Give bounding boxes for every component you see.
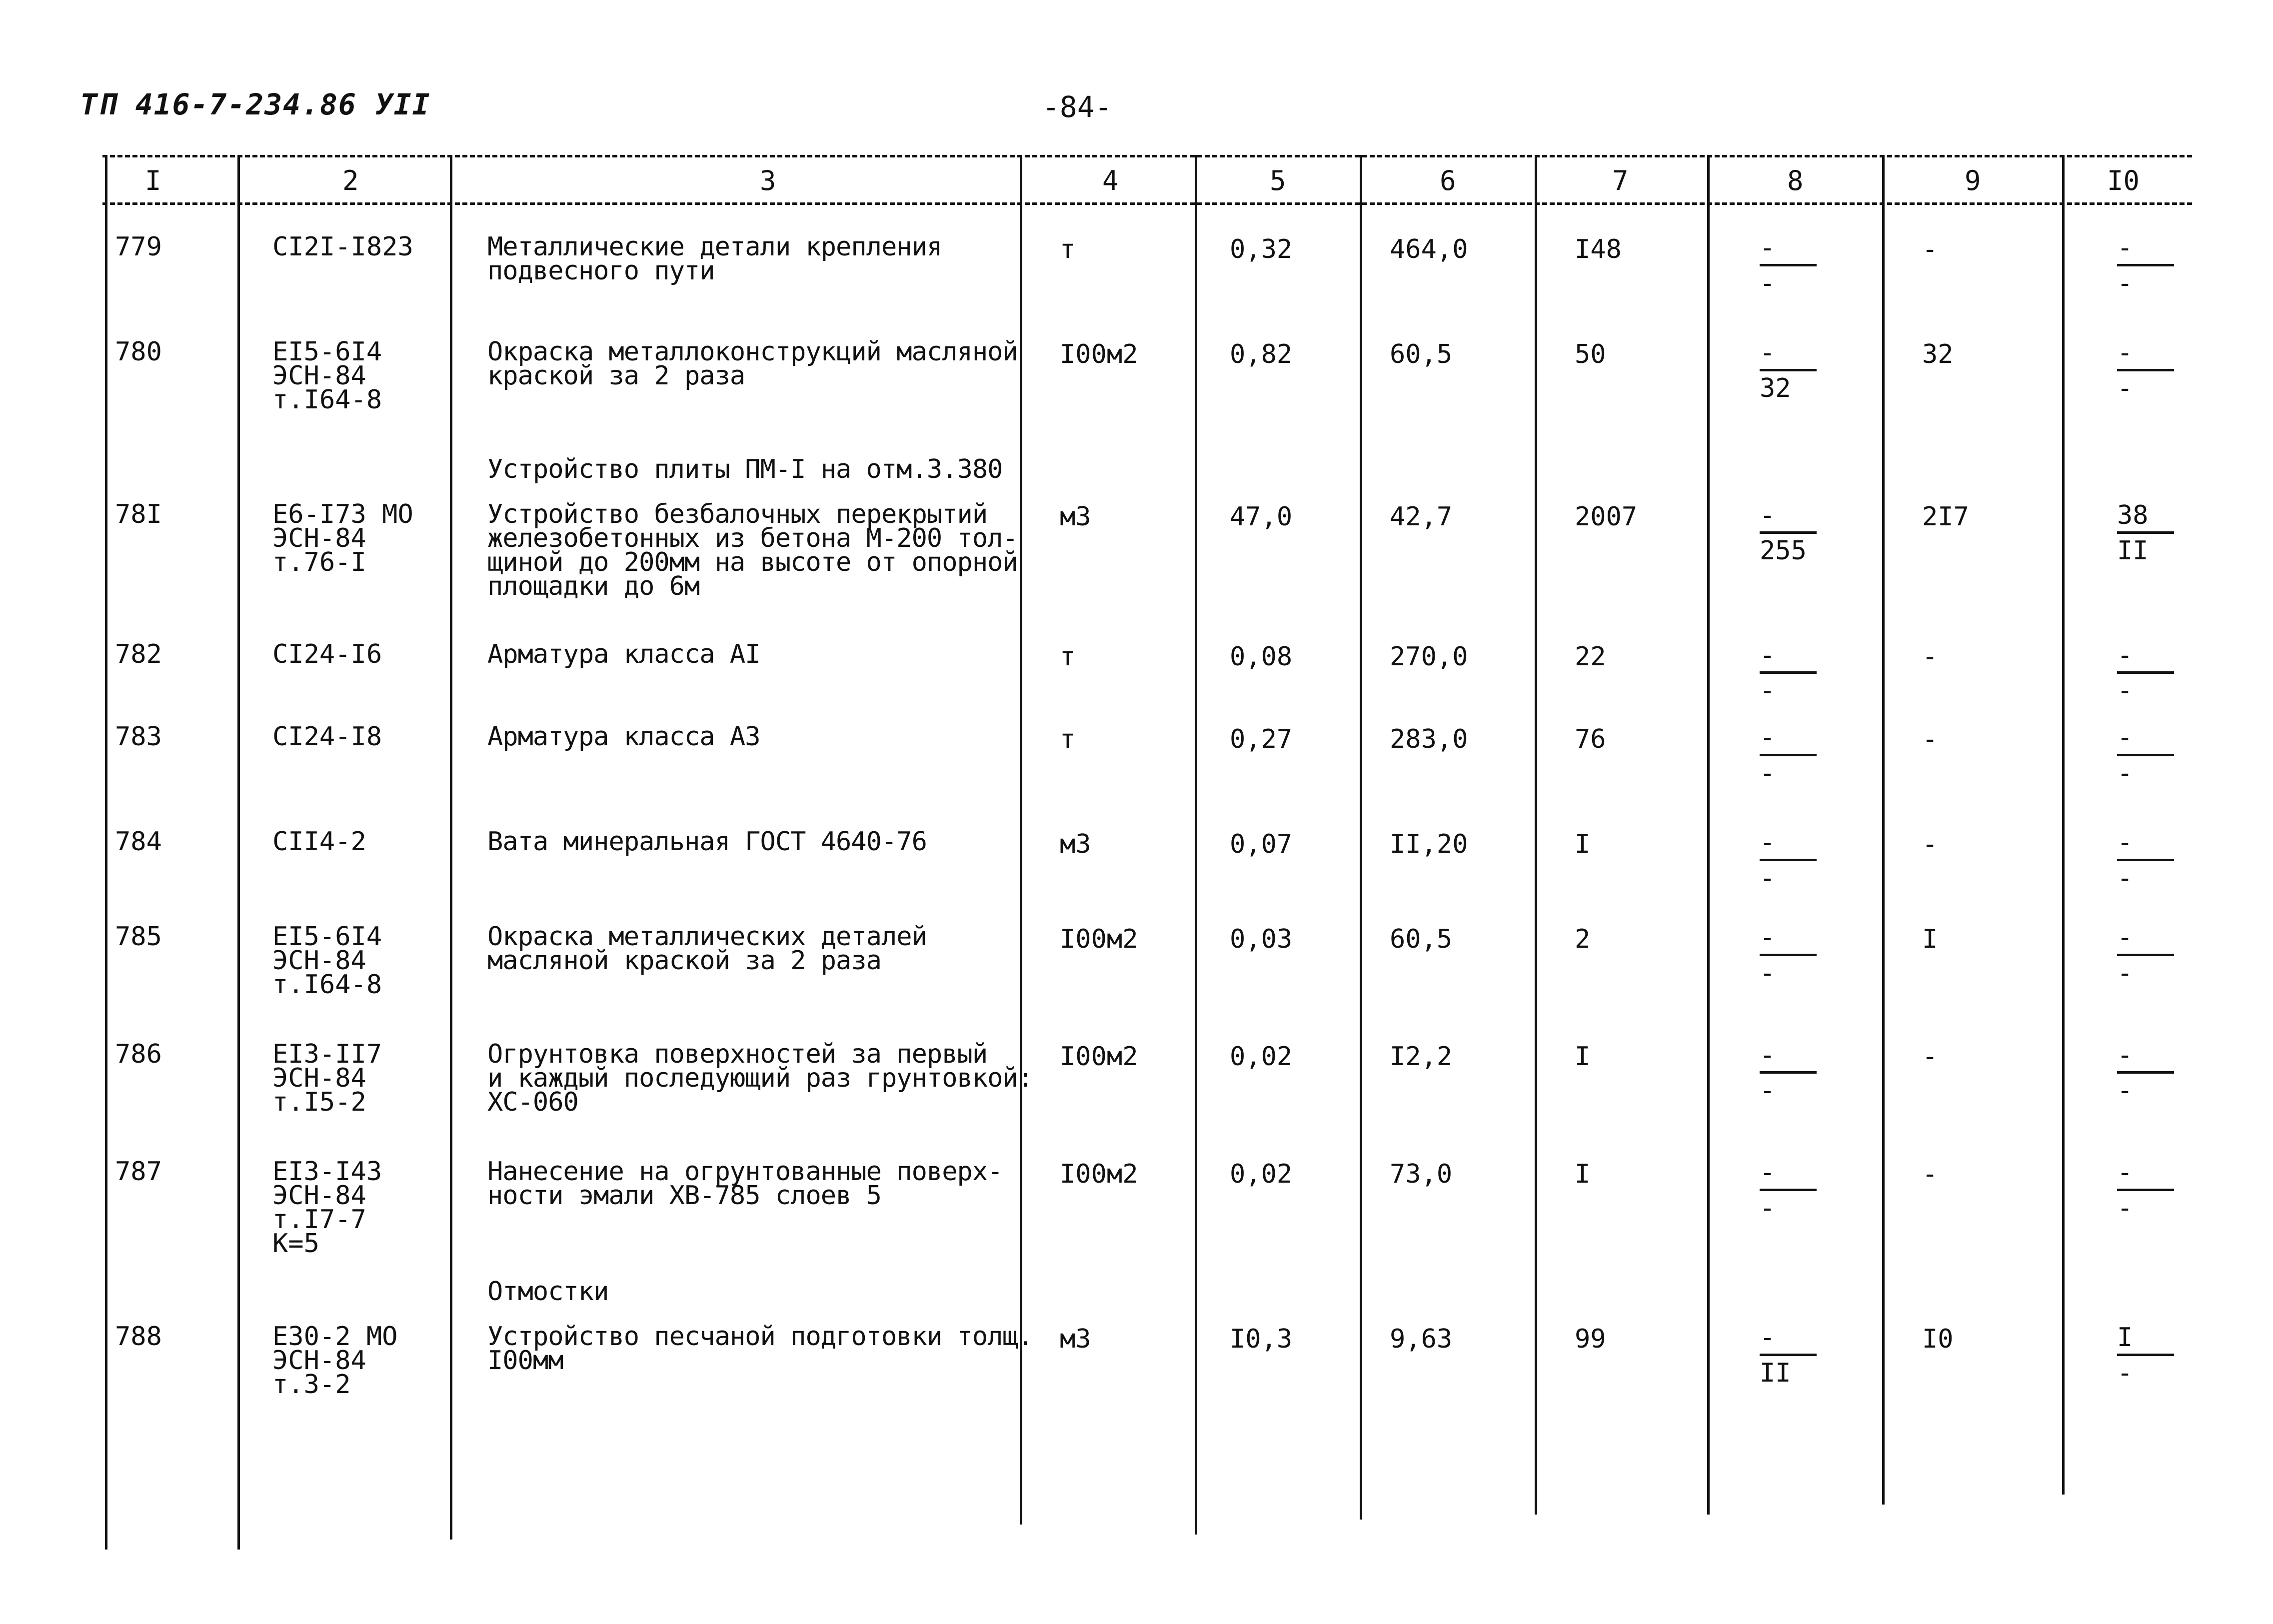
- col10-fraction: - -: [2117, 235, 2174, 296]
- col-divider: [1360, 155, 1362, 1520]
- norm-code: CI2I-I823: [272, 232, 413, 262]
- quantity: 0,08: [1230, 642, 1293, 672]
- unit-price: 60,5: [1390, 339, 1453, 369]
- unit-price: 270,0: [1390, 642, 1468, 672]
- table-header-rule: [102, 202, 2192, 205]
- quantity: 0,82: [1230, 339, 1293, 369]
- col9-value: I0: [1922, 1324, 1954, 1354]
- unit-price: II,20: [1390, 829, 1468, 859]
- row-number: 780: [115, 337, 162, 367]
- unit: I00м2: [1060, 1042, 1138, 1072]
- row-number: 782: [115, 639, 162, 669]
- total-cost: I: [1575, 829, 1591, 859]
- unit: I00м2: [1060, 339, 1138, 369]
- column-number: 9: [1965, 165, 1981, 196]
- col-divider: [1195, 155, 1197, 1535]
- total-cost: I: [1575, 1042, 1591, 1072]
- work-description: Устройство безбалочных перекрытий железобетонных из бетона М-200 тол- щиной до 200мм на высоте от опорной площадки до 6м: [487, 499, 1018, 601]
- unit: м3: [1060, 502, 1091, 532]
- col9-value: -: [1922, 234, 1938, 264]
- total-cost: I48: [1575, 234, 1622, 264]
- unit: м3: [1060, 1324, 1091, 1354]
- section-title: Устройство плиты ПМ-I на отм.3.380: [487, 454, 1003, 484]
- norm-code: E6-I73 MO ЭСН-84 т.76-I: [272, 499, 413, 577]
- column-number: 7: [1612, 165, 1629, 196]
- col-divider: [1882, 155, 1885, 1505]
- col-divider: [1535, 155, 1537, 1515]
- col10-fraction: - -: [2117, 340, 2174, 401]
- table-top-rule: [102, 155, 2192, 157]
- column-number: I0: [2107, 165, 2140, 196]
- col8-fraction: - II: [1760, 1325, 1817, 1386]
- page-number: -84-: [1042, 90, 1112, 124]
- column-number: 5: [1270, 165, 1286, 196]
- column-number: 8: [1787, 165, 1804, 196]
- col8-fraction: - -: [1760, 235, 1817, 296]
- col9-value: -: [1922, 642, 1938, 672]
- total-cost: 2007: [1575, 502, 1638, 532]
- column-number: 4: [1102, 165, 1119, 196]
- col-divider: [105, 155, 107, 1550]
- quantity: 0,03: [1230, 924, 1293, 954]
- total-cost: 99: [1575, 1324, 1606, 1354]
- unit-price: 9,63: [1390, 1324, 1453, 1354]
- col-divider: [237, 155, 240, 1550]
- row-number: 787: [115, 1157, 162, 1187]
- col-divider: [1707, 155, 1710, 1515]
- row-number: 788: [115, 1322, 162, 1352]
- col8-fraction: - -: [1760, 1042, 1817, 1104]
- norm-code: EI3-I43 ЭСН-84 т.I7-7 K=5: [272, 1157, 382, 1259]
- work-description: Окраска металлических деталей масляной краской за 2 раза: [487, 922, 927, 976]
- col9-value: -: [1922, 829, 1938, 859]
- col10-fraction: - -: [2117, 725, 2174, 786]
- unit-price: 42,7: [1390, 502, 1453, 532]
- unit-price: I2,2: [1390, 1042, 1453, 1072]
- work-description: Металлические детали крепления подвесного пути: [487, 232, 942, 286]
- total-cost: 2: [1575, 924, 1591, 954]
- col9-value: I: [1922, 924, 1938, 954]
- unit: м3: [1060, 829, 1091, 859]
- unit-price: 60,5: [1390, 924, 1453, 954]
- work-description: Устройство песчаной подготовки толщ. I00мм: [487, 1322, 1033, 1376]
- unit: I00м2: [1060, 1159, 1138, 1189]
- section-title: Отмостки: [487, 1277, 609, 1307]
- col-divider: [2062, 155, 2065, 1495]
- col8-fraction: - -: [1760, 1160, 1817, 1221]
- norm-code: CI24-I8: [272, 722, 382, 752]
- col10-fraction: - -: [2117, 642, 2174, 704]
- col-divider: [450, 155, 452, 1540]
- col10-fraction: $\frac{38}{II}$: [2117, 502, 2174, 564]
- col8-fraction: - -: [1760, 925, 1817, 986]
- total-cost: 22: [1575, 642, 1606, 672]
- row-number: 78I: [115, 499, 162, 529]
- row-number: 786: [115, 1039, 162, 1069]
- quantity: 0,07: [1230, 829, 1293, 859]
- col10-fraction: - -: [2117, 1042, 2174, 1104]
- unit: т: [1060, 234, 1076, 264]
- column-number: I: [145, 165, 161, 196]
- total-cost: 50: [1575, 339, 1606, 369]
- col9-value: -: [1922, 1042, 1938, 1072]
- norm-code: CI24-I6: [272, 639, 382, 669]
- column-number: 2: [342, 165, 359, 196]
- row-number: 784: [115, 827, 162, 857]
- unit-price: 283,0: [1390, 724, 1468, 754]
- col10-fraction: - -: [2117, 925, 2174, 986]
- work-description: Вата минеральная ГОСТ 4640-76: [487, 827, 927, 857]
- document-code: ТП 416-7-234.86 УII: [80, 87, 431, 121]
- work-description: Нанесение на огрунтованные поверх- ности эмали ХВ-785 слоев 5: [487, 1157, 1003, 1211]
- quantity: 47,0: [1230, 502, 1293, 532]
- row-number: 779: [115, 232, 162, 262]
- work-description: Арматура класса AI: [487, 639, 760, 669]
- col8-fraction: - -: [1760, 830, 1817, 891]
- unit-price: 464,0: [1390, 234, 1468, 264]
- col9-value: -: [1922, 724, 1938, 754]
- norm-code: CII4-2: [272, 827, 366, 857]
- col-divider: [1020, 155, 1022, 1525]
- unit: I00м2: [1060, 924, 1138, 954]
- col8-fraction: - -: [1760, 642, 1817, 704]
- work-description: Окраска металлоконструкций масляной краской за 2 раза: [487, 337, 1018, 391]
- quantity: 0,32: [1230, 234, 1293, 264]
- norm-code: EI5-6I4 ЭСН-84 т.I64-8: [272, 337, 382, 415]
- norm-code: EI3-II7 ЭСН-84 т.I5-2: [272, 1039, 382, 1117]
- total-cost: I: [1575, 1159, 1591, 1189]
- col9-value: 2I7: [1922, 502, 1969, 532]
- quantity: 0,27: [1230, 724, 1293, 754]
- norm-code: E30-2 MO ЭСН-84 т.3-2: [272, 1322, 398, 1400]
- work-description: Огрунтовка поверхностей за первый и каждый последующий раз грунтовкой: ХС-060: [487, 1039, 1033, 1117]
- col9-value: -: [1922, 1159, 1938, 1189]
- row-number: 785: [115, 922, 162, 952]
- column-number: 6: [1440, 165, 1456, 196]
- work-description: Арматура класса A3: [487, 722, 760, 752]
- unit: т: [1060, 724, 1076, 754]
- total-cost: 76: [1575, 724, 1606, 754]
- quantity: I0,3: [1230, 1324, 1293, 1354]
- quantity: 0,02: [1230, 1159, 1293, 1189]
- column-number: 3: [760, 165, 776, 196]
- col9-value: 32: [1922, 339, 1954, 369]
- col8-fraction: - 255: [1760, 502, 1817, 564]
- col10-fraction: - -: [2117, 830, 2174, 891]
- col8-fraction: - 32: [1760, 340, 1817, 401]
- col10-fraction: - -: [2117, 1160, 2174, 1221]
- col10-fraction: I -: [2117, 1325, 2174, 1386]
- quantity: 0,02: [1230, 1042, 1293, 1072]
- unit-price: 73,0: [1390, 1159, 1453, 1189]
- norm-code: EI5-6I4 ЭСН-84 т.I64-8: [272, 922, 382, 1000]
- row-number: 783: [115, 722, 162, 752]
- col8-fraction: - -: [1760, 725, 1817, 786]
- unit: т: [1060, 642, 1076, 672]
